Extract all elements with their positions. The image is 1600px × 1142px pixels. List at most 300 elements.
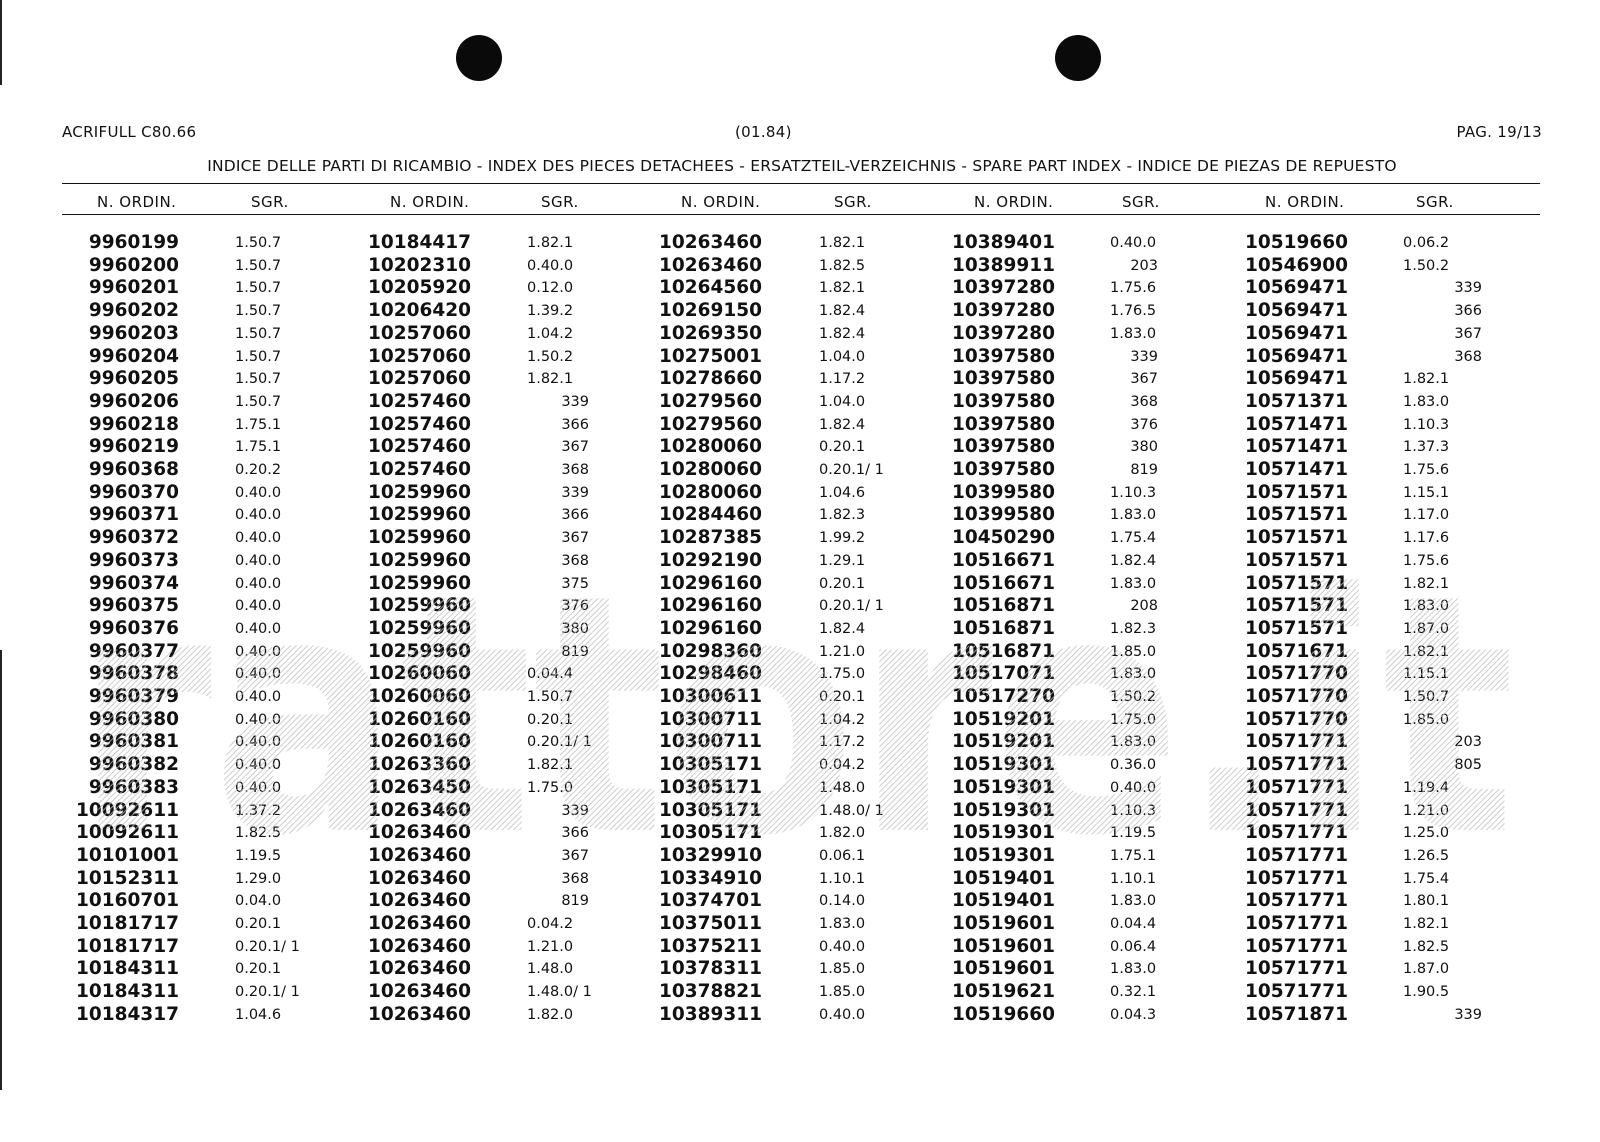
subgroup-code: 1.75.4	[1403, 870, 1450, 887]
order-number: 10184317	[76, 1003, 179, 1025]
subgroup-code: 1.50.7	[235, 371, 282, 388]
order-number: 10397280	[952, 277, 1055, 299]
subgroup-code: 1.82.5	[235, 825, 282, 842]
subgroup-code: 366	[561, 825, 589, 842]
order-number: 10279560	[659, 413, 762, 435]
order-number: 10263460	[368, 935, 471, 957]
subgroup-code: 0.06.2	[1403, 235, 1450, 251]
subgroup-code: 0.40.0	[235, 598, 282, 615]
order-number: 10263460	[368, 799, 471, 821]
subgroup-code: 368	[561, 870, 589, 887]
table-row	[62, 458, 1542, 481]
order-number: 10519601	[952, 913, 1055, 934]
subgroup-code: 0.40.0	[235, 620, 282, 637]
order-number: 10397280	[952, 322, 1055, 344]
subgroup-code: 1.82.1	[527, 757, 574, 774]
watermark-text: rattore.it	[75, 575, 1515, 875]
subgroup-code: 1.85.0	[819, 961, 866, 978]
table-row	[62, 549, 1542, 572]
order-number: 10399580	[952, 481, 1055, 503]
subgroup-code: 1.39.2	[527, 303, 574, 320]
column-header-sgr-2: SGR.	[541, 193, 579, 211]
order-number: 10571771	[1245, 935, 1348, 957]
order-number: 10264560	[659, 277, 762, 299]
subgroup-code: 1.37.3	[1403, 439, 1450, 456]
order-number: 10389401	[952, 232, 1055, 253]
order-number: 10259960	[368, 527, 471, 549]
subgroup-code: 376	[1130, 416, 1158, 433]
column-header-ordin-2: N. ORDIN.	[390, 193, 470, 211]
subgroup-code: 380	[1130, 439, 1158, 456]
subgroup-code: 367	[561, 439, 589, 456]
subgroup-code: 1.50.2	[1403, 257, 1450, 274]
order-number: 9960380	[88, 708, 179, 730]
column-header-sgr-4: SGR.	[1122, 193, 1160, 211]
subgroup-code: 0.20.1	[527, 711, 574, 728]
subgroup-code: 1.75.1	[235, 439, 282, 456]
order-number: 10305171	[659, 776, 762, 798]
order-number: 10279560	[659, 390, 762, 412]
subgroup-code: 368	[561, 462, 589, 478]
subgroup-code: 0.40.0	[235, 757, 282, 774]
scan-edge-top	[0, 0, 2, 85]
order-number: 10269350	[659, 322, 762, 344]
order-number: 10571771	[1245, 867, 1348, 889]
order-number: 10571571	[1245, 527, 1348, 549]
order-number: 10519660	[1245, 232, 1348, 253]
table-row	[62, 1003, 1542, 1026]
order-number: 10571571	[1245, 617, 1348, 639]
table-row	[62, 254, 1542, 277]
order-number: 10571571	[1245, 481, 1348, 503]
subgroup-code: 375	[561, 575, 589, 592]
order-number: 10546900	[1245, 254, 1348, 276]
order-number: 10259960	[368, 595, 471, 617]
subgroup-code: 1.75.1	[235, 416, 282, 433]
order-number: 10206420	[368, 300, 471, 322]
subgroup-code: 367	[1130, 371, 1158, 388]
order-number: 10260060	[368, 663, 471, 685]
order-number: 10569471	[1245, 300, 1348, 322]
order-number: 10263360	[368, 754, 471, 776]
order-number: 10374701	[659, 890, 762, 912]
order-number: 9960376	[88, 617, 179, 639]
subgroup-code: 1.87.0	[1403, 961, 1450, 978]
subgroup-code: 1.75.4	[1110, 530, 1157, 547]
table-row	[62, 685, 1542, 708]
subgroup-code: 1.83.0	[819, 916, 866, 932]
order-number: 9960219	[88, 436, 179, 458]
order-number: 10329910	[659, 844, 762, 866]
subgroup-code: 819	[561, 643, 589, 660]
order-number: 10571771	[1245, 844, 1348, 866]
subgroup-code: 0.20.1/ 1	[819, 598, 884, 615]
subgroup-code: 1.19.5	[235, 847, 282, 864]
order-number: 10260160	[368, 708, 471, 730]
subgroup-code: 1.17.2	[819, 734, 866, 751]
order-number: 10275001	[659, 345, 762, 367]
subgroup-code: 1.82.1	[1403, 371, 1450, 388]
order-number: 10259960	[368, 549, 471, 571]
table-row	[62, 980, 1542, 1003]
order-number: 10263460	[368, 822, 471, 844]
subgroup-code: 1.48.0/ 1	[527, 984, 592, 1001]
order-number: 10375211	[659, 935, 762, 957]
order-number: 10571471	[1245, 459, 1348, 480]
order-number: 10571571	[1245, 504, 1348, 526]
punch-hole-right	[1055, 35, 1101, 81]
subgroup-code: 1.80.1	[1403, 893, 1450, 910]
order-number: 10257060	[368, 368, 471, 390]
table-row	[62, 708, 1542, 731]
order-number: 10300711	[659, 708, 762, 730]
index-subtitle: INDICE DELLE PARTI DI RICAMBIO - INDEX DES PIECES DETACHEES - ERSATZTEIL-VERZEICHNIS - SPARE PART INDEX - INDICE DE PIEZAS DE REPUESTO	[207, 157, 1397, 175]
order-number: 10516671	[952, 549, 1055, 571]
order-number: 10519301	[952, 776, 1055, 798]
table-row	[62, 889, 1542, 912]
subgroup-code: 0.36.0	[1110, 757, 1157, 774]
order-number: 10263460	[368, 890, 471, 912]
order-number: 10516671	[952, 572, 1055, 594]
order-number: 9960379	[88, 686, 179, 707]
subgroup-code: 1.83.0	[1110, 734, 1157, 751]
subgroup-code: 1.10.3	[1110, 484, 1157, 501]
order-number: 10519601	[952, 958, 1055, 980]
subgroup-code: 1.82.1	[819, 280, 866, 297]
table-row	[62, 957, 1542, 980]
order-number: 10569471	[1245, 322, 1348, 344]
order-number: 10519301	[952, 822, 1055, 844]
subgroup-code: 1.82.3	[1110, 620, 1157, 637]
order-number: 9960203	[88, 322, 179, 344]
order-number: 10571771	[1245, 776, 1348, 798]
subgroup-code: 1.82.0	[527, 1006, 574, 1023]
order-number: 9960382	[88, 754, 179, 776]
subgroup-code: 0.40.0	[235, 734, 282, 751]
order-number: 10269150	[659, 300, 762, 322]
subgroup-code: 0.04.4	[527, 666, 574, 683]
subgroup-code: 1.21.0	[1403, 802, 1450, 819]
column-header-ordin-1: N. ORDIN.	[97, 193, 177, 211]
subgroup-code: 0.20.1	[819, 575, 866, 592]
order-number: 9960370	[88, 481, 179, 503]
order-number: 10397280	[952, 300, 1055, 322]
order-number: 10397580	[952, 368, 1055, 390]
subgroup-code: 1.17.6	[1403, 530, 1450, 547]
order-number: 9960368	[88, 459, 179, 480]
subgroup-code: 1.99.2	[819, 530, 866, 547]
subgroup-code: 1.29.0	[235, 870, 282, 887]
subgroup-code: 1.82.1	[527, 235, 574, 251]
subgroup-code: 1.50.7	[235, 393, 282, 410]
table-row	[62, 594, 1542, 617]
subgroup-code: 0.40.0	[1110, 779, 1157, 796]
table-row	[62, 526, 1542, 549]
subgroup-code: 805	[1454, 757, 1482, 774]
order-number: 10571771	[1245, 913, 1348, 934]
subgroup-code: 1.75.0	[527, 779, 574, 796]
subgroup-code: 1.50.7	[527, 689, 574, 705]
order-number: 10519660	[952, 1003, 1055, 1025]
subgroup-code: 0.20.1/ 1	[235, 984, 300, 1001]
subgroup-code: 1.83.0	[1403, 598, 1450, 615]
order-number: 10160701	[76, 890, 179, 912]
order-number: 10280060	[659, 436, 762, 458]
order-number: 10516871	[952, 640, 1055, 662]
order-number: 10571771	[1245, 981, 1348, 1003]
order-number: 10569471	[1245, 345, 1348, 367]
order-number: 10257460	[368, 390, 471, 412]
order-number: 9960378	[88, 663, 179, 685]
table-row	[62, 799, 1542, 822]
table-row	[62, 322, 1542, 345]
table-row	[62, 231, 1542, 254]
order-number: 10571771	[1245, 799, 1348, 821]
order-number: 10259960	[368, 617, 471, 639]
order-number: 9960377	[88, 640, 179, 662]
order-number: 10092611	[76, 799, 179, 821]
subgroup-code: 1.83.0	[1403, 393, 1450, 410]
table-row	[62, 390, 1542, 413]
subgroup-code: 1.82.1	[819, 235, 866, 251]
table-row	[62, 776, 1542, 799]
subgroup-code: 1.17.2	[819, 371, 866, 388]
subgroup-code: 1.85.0	[819, 984, 866, 1001]
subgroup-code: 1.10.1	[1110, 870, 1157, 887]
subgroup-code: 0.20.1	[819, 689, 866, 705]
subgroup-code: 0.04.2	[819, 757, 866, 774]
subgroup-code: 1.48.0	[527, 961, 574, 978]
subgroup-code: 0.40.0	[1110, 235, 1157, 251]
header-rule-top	[62, 183, 1540, 184]
subgroup-code: 0.40.0	[235, 484, 282, 501]
order-number: 10181717	[76, 913, 179, 934]
column-header-ordin-3: N. ORDIN.	[681, 193, 761, 211]
order-number: 10519301	[952, 799, 1055, 821]
order-number: 10260060	[368, 686, 471, 707]
order-number: 10569471	[1245, 368, 1348, 390]
subgroup-code: 0.40.0	[235, 711, 282, 728]
order-number: 9960373	[88, 549, 179, 571]
subgroup-code: 1.25.0	[1403, 825, 1450, 842]
subgroup-code: 1.75.0	[1110, 711, 1157, 728]
subgroup-code: 0.40.0	[235, 552, 282, 569]
order-number: 10519201	[952, 731, 1055, 753]
subgroup-code: 0.40.0	[235, 575, 282, 592]
order-number: 10278660	[659, 368, 762, 390]
order-number: 10517071	[952, 663, 1055, 685]
subgroup-code: 819	[1130, 462, 1158, 478]
subgroup-code: 1.04.2	[819, 711, 866, 728]
subgroup-code: 1.21.0	[819, 643, 866, 660]
subgroup-code: 1.75.6	[1110, 280, 1157, 297]
subgroup-code: 1.50.7	[235, 257, 282, 274]
order-number: 9960202	[88, 300, 179, 322]
subgroup-code: 0.40.0	[527, 257, 574, 274]
subgroup-code: 1.83.0	[1110, 507, 1157, 524]
order-number: 10298360	[659, 640, 762, 662]
subgroup-code: 1.82.4	[819, 325, 866, 342]
order-number: 9960199	[88, 232, 179, 253]
table-row	[62, 481, 1542, 504]
punch-hole-left	[456, 35, 502, 81]
order-number: 10571771	[1245, 958, 1348, 980]
order-number: 10263460	[368, 981, 471, 1003]
order-number: 9960372	[88, 527, 179, 549]
model-title: ACRIFULL C80.66	[62, 123, 197, 141]
table-row	[62, 572, 1542, 595]
column-header-ordin-5: N. ORDIN.	[1265, 193, 1345, 211]
order-number: 10263460	[368, 1003, 471, 1025]
subgroup-code: 1.50.7	[235, 325, 282, 342]
parts-index-table	[62, 231, 1542, 1051]
table-row	[62, 435, 1542, 458]
table-row	[62, 345, 1542, 368]
subgroup-code: 368	[1130, 393, 1158, 410]
order-number: 10571871	[1245, 1003, 1348, 1025]
order-number: 10181717	[76, 935, 179, 957]
order-number: 9960201	[88, 277, 179, 299]
order-number: 10569471	[1245, 277, 1348, 299]
order-number: 10305171	[659, 822, 762, 844]
order-number: 9960371	[88, 504, 179, 526]
subgroup-code: 1.19.4	[1403, 779, 1450, 796]
order-number: 10263460	[368, 913, 471, 934]
column-header-ordin-4: N. ORDIN.	[974, 193, 1054, 211]
subgroup-code: 0.20.1	[235, 916, 282, 932]
subgroup-code: 1.82.5	[819, 257, 866, 274]
subgroup-code: 339	[1454, 280, 1482, 297]
order-number: 10263460	[368, 867, 471, 889]
subgroup-code: 1.82.1	[1403, 575, 1450, 592]
order-number: 10205920	[368, 277, 471, 299]
subgroup-code: 1.75.6	[1403, 462, 1450, 478]
order-number: 10184311	[76, 958, 179, 980]
column-header-sgr-1: SGR.	[251, 193, 289, 211]
order-number: 10378821	[659, 981, 762, 1003]
subgroup-code: 1.82.0	[819, 825, 866, 842]
table-row	[62, 367, 1542, 390]
subgroup-code: 1.50.7	[235, 348, 282, 365]
subgroup-code: 0.06.4	[1110, 938, 1157, 955]
subgroup-code: 1.10.3	[1110, 802, 1157, 819]
table-row	[62, 617, 1542, 640]
subgroup-code: 1.85.0	[1110, 643, 1157, 660]
order-number: 10296160	[659, 617, 762, 639]
order-number: 10287385	[659, 527, 762, 549]
order-number: 10519621	[952, 981, 1055, 1003]
order-number: 10519301	[952, 844, 1055, 866]
subgroup-code: 0.20.1/ 1	[527, 734, 592, 751]
subgroup-code: 0.20.1	[819, 439, 866, 456]
subgroup-code: 0.12.0	[527, 280, 574, 297]
table-row	[62, 640, 1542, 663]
order-number: 10257460	[368, 459, 471, 480]
subgroup-code: 1.37.2	[235, 802, 282, 819]
subgroup-code: 0.20.1/ 1	[819, 462, 884, 478]
subgroup-code: 0.40.0	[819, 938, 866, 955]
order-number: 10397580	[952, 413, 1055, 435]
order-number: 10300611	[659, 686, 762, 707]
table-row	[62, 662, 1542, 685]
subgroup-code: 1.90.5	[1403, 984, 1450, 1001]
subgroup-code: 1.29.1	[819, 552, 866, 569]
subgroup-code: 339	[561, 802, 589, 819]
subgroup-code: 1.10.1	[819, 870, 866, 887]
order-number: 10298460	[659, 663, 762, 685]
page-number: PAG. 19/13	[1456, 123, 1542, 141]
subgroup-code: 1.15.1	[1403, 484, 1450, 501]
order-number: 10259960	[368, 504, 471, 526]
order-number: 10389311	[659, 1003, 762, 1025]
order-number: 10519601	[952, 935, 1055, 957]
order-number: 10334910	[659, 867, 762, 889]
subgroup-code: 1.04.0	[819, 348, 866, 365]
order-number: 10571770	[1245, 686, 1348, 707]
order-number: 10263460	[368, 958, 471, 980]
subgroup-code: 1.83.0	[1110, 325, 1157, 342]
order-number: 10257060	[368, 345, 471, 367]
subgroup-code: 380	[561, 620, 589, 637]
order-number: 9960374	[88, 572, 179, 594]
order-number: 10519201	[952, 708, 1055, 730]
order-number: 10300711	[659, 731, 762, 753]
subgroup-code: 1.04.6	[235, 1006, 282, 1023]
subgroup-code: 367	[1454, 325, 1482, 342]
subgroup-code: 203	[1130, 257, 1158, 274]
subgroup-code: 1.50.7	[1403, 689, 1450, 705]
order-number: 10571471	[1245, 413, 1348, 435]
subgroup-code: 0.20.2	[235, 462, 282, 478]
subgroup-code: 0.04.3	[1110, 1006, 1157, 1023]
order-number: 10152311	[76, 867, 179, 889]
order-number: 10202310	[368, 254, 471, 276]
subgroup-code: 368	[561, 552, 589, 569]
order-number: 10389911	[952, 254, 1055, 276]
subgroup-code: 1.26.5	[1403, 847, 1450, 864]
order-number: 10519401	[952, 867, 1055, 889]
order-number: 10571571	[1245, 549, 1348, 571]
subgroup-code: 1.75.0	[819, 666, 866, 683]
scan-edge-bottom	[0, 650, 2, 1090]
table-row	[62, 413, 1542, 436]
subgroup-code: 0.20.1	[235, 961, 282, 978]
table-row	[62, 821, 1542, 844]
subgroup-code: 1.82.4	[819, 620, 866, 637]
order-number: 10305171	[659, 754, 762, 776]
subgroup-code: 376	[561, 598, 589, 615]
subgroup-code: 1.04.2	[527, 325, 574, 342]
subgroup-code: 1.82.4	[819, 303, 866, 320]
order-number: 9960381	[88, 731, 179, 753]
order-number: 10571571	[1245, 572, 1348, 594]
subgroup-code: 367	[561, 530, 589, 547]
order-number: 10263460	[368, 844, 471, 866]
table-row	[62, 867, 1542, 890]
header-rule-bottom	[62, 214, 1540, 215]
subgroup-code: 367	[561, 847, 589, 864]
subgroup-code: 0.04.4	[1110, 916, 1157, 932]
subgroup-code: 1.82.3	[819, 507, 866, 524]
order-number: 10184311	[76, 981, 179, 1003]
subgroup-code: 368	[1454, 348, 1482, 365]
subgroup-code: 1.82.1	[1403, 916, 1450, 932]
subgroup-code: 1.82.5	[1403, 938, 1450, 955]
subgroup-code: 1.10.3	[1403, 416, 1450, 433]
order-number: 9960206	[88, 390, 179, 412]
order-number: 9960204	[88, 345, 179, 367]
order-number: 10450290	[952, 527, 1055, 549]
